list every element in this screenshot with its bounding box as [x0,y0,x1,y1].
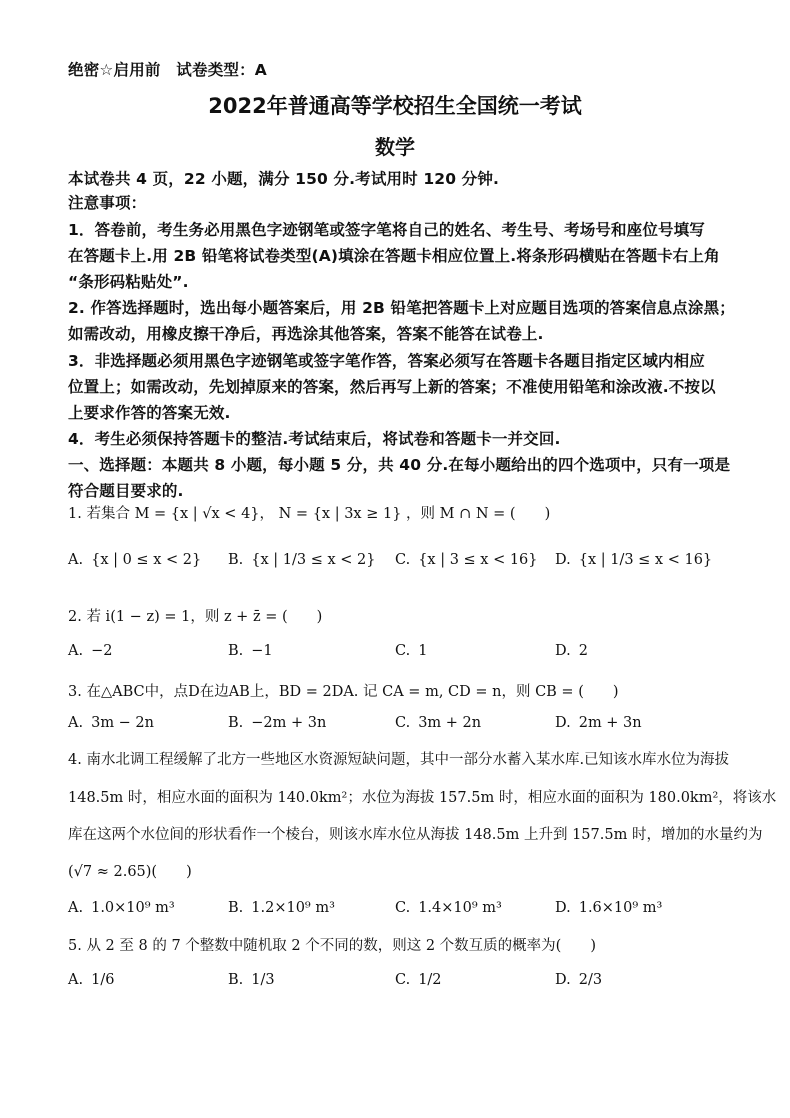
note-line: 3．非选择题必须用黑色字迹钢笔或签字笔作答，答案必须写在答题卡各题目指定区域内相应 [68,352,705,370]
notes-title: 注意事项： [68,194,147,212]
q1-stem-pre: 1. 若集合 [68,506,130,522]
question-5-stem: 5. 从 2 至 8 的 7 个整数中随机取 2 个不同的数，则这 2 个数互质的概率为( ) [68,938,596,954]
confidential-line: 绝密☆启用前 试卷类型：A [68,61,267,79]
option-text: 1/2 [418,972,442,988]
note-line: 在答题卡上.用 2B 铅笔将试卷类型(A)填涂在答题卡相应位置上.将条形码横贴在答题卡右上角 [68,247,720,265]
q4-option-a [68,900,175,916]
option-text: 1/6 [91,972,115,988]
question-4-line: (√7 ≈ 2.65)( ) [68,864,192,880]
option-label: A. [68,972,84,988]
q5-option-c [395,972,442,988]
option-text: 1 [418,643,428,659]
q3-option-a [68,715,154,731]
q5-option-d [555,972,602,988]
q2-option-a [68,643,112,659]
exam-info: 本试卷共 4 页，22 小题，满分 150 分.考试用时 120 分钟. [68,170,500,188]
q3-option-b [228,715,326,731]
option-label: D. [555,715,571,731]
option-text: 1.0×10⁹ m³ [91,900,175,916]
option-text: −2 [91,643,113,659]
subject-title: 数学 [375,135,415,159]
option-label: B. [228,643,244,659]
q2-option-d [555,643,588,659]
question-3-stem: 3. 在△ABC中，点D在边AB上，BD = 2DA. 记 CA = m, CD = n，则 CB = ( ) [68,684,619,700]
option-label: C. [395,715,411,731]
q1-set-n: N = {x | 3x ≥ 1} [278,506,402,522]
option-text: 3m + 2n [418,715,482,731]
note-line: 1．答卷前，考生务必用黑色字迹钢笔或签字笔将自己的姓名、考生号、考场号和座位号填写 [68,221,705,239]
question-1-stem: 1. 若集合 M = {x | √x < 4}， N = {x | 3x ≥ 1} ，则 M ∩ N = ( ) [68,506,551,522]
question-2-stem: 2. 若 i(1 − z) = 1，则 z + z̄ = ( ) [68,609,323,625]
q1-stem-post: ，则 M ∩ N = ( ) [406,506,551,522]
note-line: 位置上；如需改动，先划掉原来的答案，然后再写上新的答案；不准使用铅笔和涂改液.不按以 [68,378,716,396]
q2-option-c [395,643,427,659]
option-text: 3m − 2n [91,715,155,731]
option-label: D. [555,972,571,988]
note-line: “条形码粘贴处”. [68,273,189,291]
option-label: D. [555,552,571,568]
option-text: 1.4×10⁹ m³ [418,900,502,916]
question-4-line: 148.5m 时，相应水面的面积为 140.0km²；水位为海拔 157.5m 时，相应水面的面积为 180.0km²，将该水 [68,790,777,806]
q1-option-c [395,552,538,568]
question-4-line: 4. 南水北调工程缓解了北方一些地区水资源短缺问题，其中一部分水蓄入某水库.已知该水库水位为海拔 [68,752,730,768]
option-label: B. [228,715,244,731]
option-label: C. [395,972,411,988]
q3-option-c [395,715,481,731]
note-line: 上要求作答的答案无效. [68,404,231,422]
option-text: {x | 3 ≤ x < 16} [418,552,538,568]
q1-option-d [555,552,712,568]
option-label: B. [228,972,244,988]
question-4-line: 库在这两个水位间的形状看作一个棱台，则该水库水位从海拔 148.5m 上升到 157.5m 时，增加的水量约为 [68,827,763,843]
q4-option-c [395,900,502,916]
option-label: A. [68,900,84,916]
option-text: 1/3 [251,972,275,988]
q3-option-d [555,715,642,731]
option-text: {x | 1/3 ≤ x < 16} [578,552,713,568]
option-label: A. [68,715,84,731]
option-label: A. [68,552,84,568]
note-line: 2. 作答选择题时，选出每小题答案后，用 2B 铅笔把答题卡上对应题目选项的答案信息点涂黑； [68,299,735,317]
exam-title: 2022年普通高等学校招生全国统一考试 [208,94,582,118]
option-text: 1.2×10⁹ m³ [251,900,335,916]
q4-option-d [555,900,662,916]
option-label: C. [395,900,411,916]
option-text: 1.6×10⁹ m³ [578,900,663,916]
option-text: 2/3 [578,972,603,988]
option-text: −2m + 3n [251,715,327,731]
q1-option-b [228,552,375,568]
q5-option-a [68,972,114,988]
option-label: C. [395,643,411,659]
note-line: 如需改动，用橡皮擦干净后，再选涂其他答案，答案不能答在试卷上. [68,325,544,343]
section-heading: 符合题目要求的. [68,482,184,500]
note-line: 4．考生必须保持答题卡的整洁.考试结束后，将试卷和答题卡一并交回. [68,430,561,448]
q5-option-b [228,972,275,988]
option-label: B. [228,900,244,916]
option-label: B. [228,552,244,568]
option-text: {x | 0 ≤ x < 2} [91,552,202,568]
option-text: {x | 1/3 ≤ x < 2} [251,552,376,568]
q2-option-b [228,643,273,659]
option-label: C. [395,552,411,568]
q1-option-a [68,552,201,568]
option-label: D. [555,900,571,916]
q4-option-b [228,900,335,916]
option-label: A. [68,643,84,659]
option-text: 2 [578,643,588,659]
q1-set-m: M = {x | √x < 4} [134,506,260,522]
section-heading: 一、选择题：本题共 8 小题，每小题 5 分，共 40 分.在每小题给出的四个选项中，只有一项是 [68,456,731,474]
option-text: 2m + 3n [578,715,642,731]
option-text: −1 [251,643,273,659]
option-label: D. [555,643,571,659]
